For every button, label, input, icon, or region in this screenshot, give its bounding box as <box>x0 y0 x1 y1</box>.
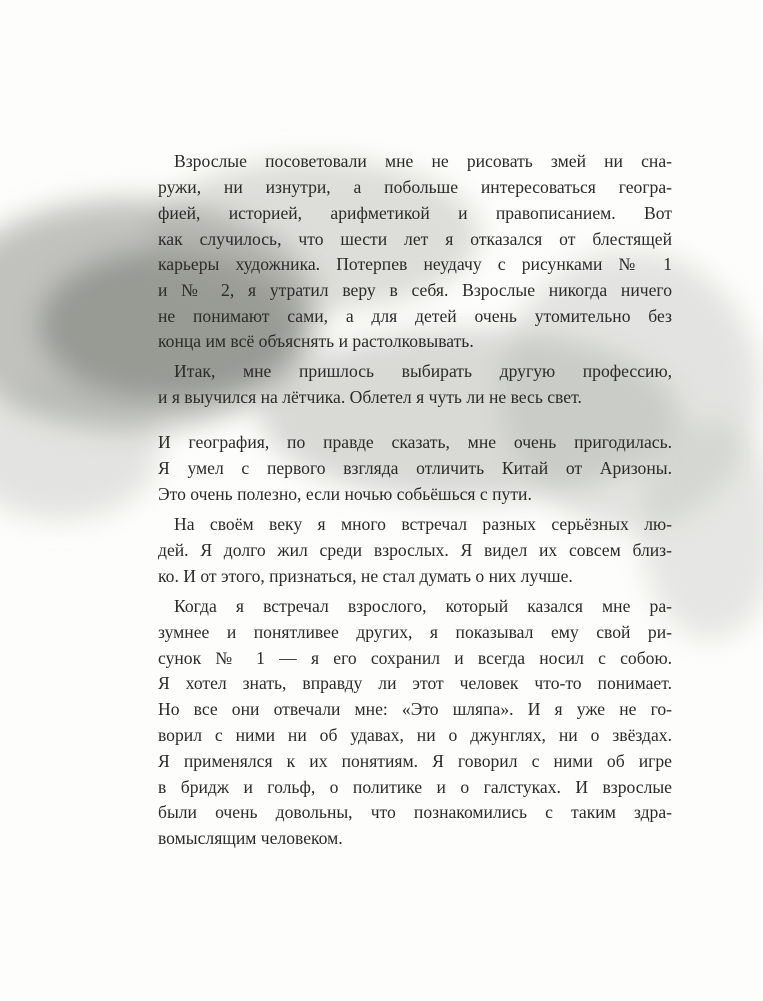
text-line: сунок № 1 — я его сохранил и всегда носил с собою. <box>158 648 672 668</box>
text-line: На своём веку я много встречал разных серьёзных лю- <box>174 514 672 534</box>
text-line: ко. И от этого, признаться, не стал думать о них лучше. <box>158 566 573 586</box>
text-line: Итак, мне пришлось выбирать другую профессию, <box>174 361 672 381</box>
text-line: карьеры художника. Потерпев неудачу с рисунками № 1 <box>158 254 672 274</box>
text-line: вомыслящим человеком. <box>158 828 343 848</box>
text-line: фией, историей, арифметикой и правописанием. Вот <box>158 203 672 223</box>
text-line: в бридж и гольф, о политике и о галстуках. И взрослые <box>158 777 672 797</box>
text-line: Это очень полезно, если ночью собьёшься с пути. <box>158 484 532 504</box>
text-line: Когда я встречал взрослого, который казался мне ра- <box>174 596 672 616</box>
text-line: как случилось, что шести лет я отказался от блестящей <box>158 229 672 249</box>
text-line: Я хотел знать, вправду ли этот человек что-то понимает. <box>158 673 672 693</box>
text-line: И география, по правде сказать, мне очень пригодилась. <box>158 432 672 452</box>
text-line: ворил с ними ни об удавах, ни о джунглях, ни о звёздах. <box>158 725 672 745</box>
text-line: и я выучился на лётчика. Облетел я чуть ли не весь свет. <box>158 387 582 407</box>
text-line: Я применялся к их понятиям. Я говорил с ними об игре <box>158 751 672 771</box>
text-line: зумнее и понятливее других, я показывал ему свой ри- <box>158 622 672 642</box>
text-line: были очень довольны, что познакомились с таким здра- <box>158 802 672 822</box>
text-line: и № 2, я утратил веру в себя. Взрослые никогда ничего <box>158 280 672 300</box>
text-line: дей. Я долго жил среди взрослых. Я видел их совсем близ- <box>158 540 672 560</box>
text-line: ружи, ни изнутри, а побольше интересоваться геогра- <box>158 177 672 197</box>
text-line: Взрослые посоветовали мне не рисовать змей ни сна- <box>174 151 672 171</box>
text-line: конца им всё объяснять и растолковывать. <box>158 331 474 351</box>
text-line: Но все они отвечали мне: «Это шляпа». И я уже не го- <box>158 699 672 719</box>
text-line: Я умел с первого взгляда отличить Китай от Аризоны. <box>158 458 672 478</box>
text-line: не понимают сами, а для детей очень утомительно без <box>158 306 672 326</box>
